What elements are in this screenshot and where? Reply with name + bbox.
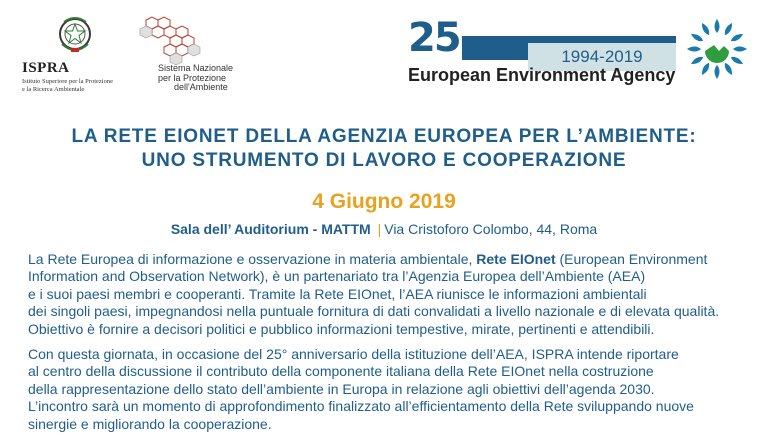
ispra-name: ISPRA	[22, 60, 70, 76]
event-title-line2: UNO STRUMENTO DI LAVORO E COOPERAZIONE	[141, 150, 627, 171]
paragraph-line: Obiettivo è fornire a decisori politici e pubblico informazioni tempestive, mirate, pertinenti e attendibili.	[28, 320, 655, 337]
intro-paragraph	[28, 251, 753, 338]
venue-place: Sala dell’ Auditorium - MATTM	[170, 221, 371, 237]
paragraph-line: Con questa giornata, in occasione del 25° anniversario della istituzione dell’AEA, ISPRA intende riportare	[28, 346, 679, 362]
paragraph-line: sinergie e migliorando la cooperazione.	[28, 415, 272, 432]
eea-name: European Environment Agency	[408, 65, 676, 85]
paragraph-line: al centro della discussione il contributo della componente italiana della Rete EIOnet nella costruzione	[28, 363, 654, 380]
venue-address: Via Cristoforo Colombo, 44, Roma	[384, 221, 598, 237]
snpa-logo	[132, 14, 262, 94]
paragraph-line: L’incontro sarà un momento di approfondimento finalizzato all’efficientamento della Rete sviluppando nuove	[28, 398, 694, 415]
eea-anniversary-number: 25	[408, 15, 460, 61]
paragraph-line: Information and Observation Network), è un partenariato tra l’Agenzia Europea dell’Ambiente (AEA)	[28, 268, 646, 285]
venue-separator: |	[377, 221, 382, 237]
paragraph-line: e i suoi paesi membri e cooperanti. Tramite la Rete EIOnet, l’AEA riunisce le informazioni ambientali	[28, 285, 647, 302]
paragraph-line: La Rete Europea di informazione e osservazione in materia ambientale, Rete EIOnet (European Environment	[28, 251, 708, 267]
eea-25-logo	[408, 16, 678, 88]
eea-sun-icon	[686, 18, 748, 80]
eea-years: 1994-2019	[528, 43, 676, 71]
italian-emblem-icon	[56, 12, 94, 56]
event-title-line1: LA RETE EIONET DELLA AGENZIA EUROPEA PER L’AMBIENTE:	[71, 126, 697, 147]
ispra-logo	[22, 12, 132, 92]
ispra-subtitle: Istituto Superiore per la Protezione e la Ricerca Ambientale	[22, 78, 113, 93]
purpose-paragraph	[28, 346, 753, 433]
paragraph-line: della rappresentazione dello stato dell’ambiente in Europa in relazione agli obiettivi dell’agenda 2030.	[28, 380, 655, 397]
snpa-name: Sistema Nazionale per la Protezione dell'Ambiente	[158, 63, 234, 92]
hexagon-network-icon	[136, 14, 206, 66]
paragraph-line: dei singoli paesi, impegnandosi nella puntuale fornitura di dati convalidati a livello nazionale e di elevata qualità.	[28, 303, 720, 320]
event-title	[0, 125, 768, 173]
rete-eionet-highlight: Rete EIOnet	[476, 251, 556, 267]
event-date: 4 Giugno 2019	[312, 190, 456, 213]
event-venue	[0, 221, 768, 237]
